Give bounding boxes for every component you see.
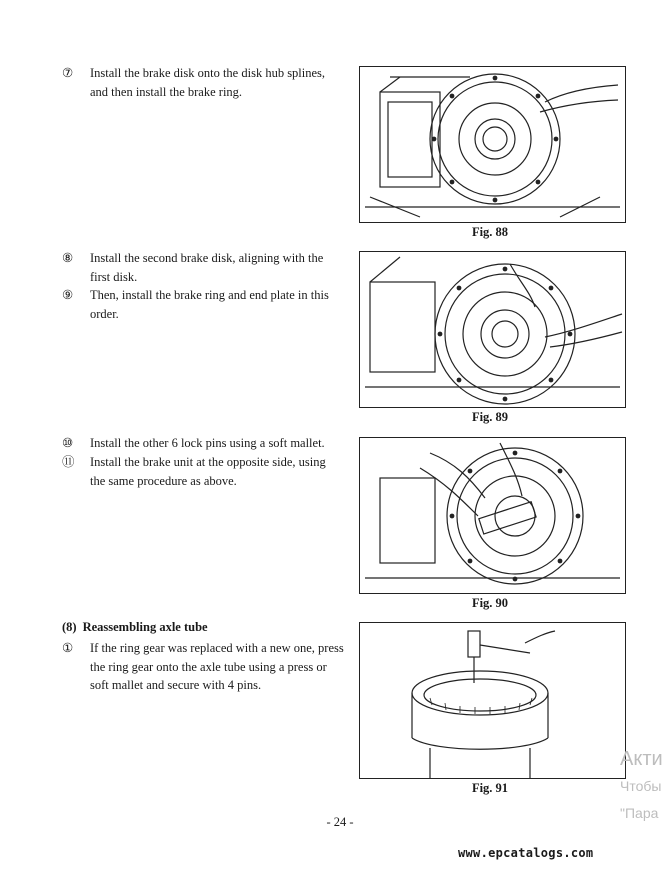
figure-caption: Fig. 89 [471, 410, 509, 424]
step-number: ① [62, 641, 74, 655]
section-heading [62, 620, 208, 635]
figure-88-illustration [359, 66, 626, 223]
step-text: Then, install the brake ring and end plate in this order. [90, 288, 329, 321]
section-title: Reassembling axle tube [82, 620, 208, 634]
figure-caption: Fig. 91 [471, 781, 509, 795]
section-number: (8) [62, 620, 77, 634]
step-number: ⑩ [62, 436, 74, 450]
activation-watermark: "Пара [620, 805, 659, 821]
step-text: If the ring gear was replaced with a new one, press the ring gear onto the axle tube using a press or soft mallet and secure with 4 pins. [90, 641, 344, 692]
step-text: Install the brake unit at the opposite side, using the same procedure as above. [90, 455, 326, 488]
step-number: ⑪ [62, 455, 75, 469]
figure-91-illustration [359, 622, 626, 779]
website-footer: www.epcatalogs.com [458, 846, 594, 860]
activation-watermark: Акти [620, 748, 663, 770]
step-7 [62, 64, 344, 101]
activation-watermark: Чтобы [620, 778, 662, 794]
step-text: Install the second brake disk, aligning with the first disk. [90, 251, 324, 284]
step-10 [62, 434, 344, 453]
figure-caption: Fig. 90 [471, 596, 509, 610]
figure-caption: Fig. 88 [471, 225, 509, 239]
step-text: Install the brake disk onto the disk hub splines, and then install the brake ring. [90, 66, 326, 99]
figure-89-illustration [359, 251, 626, 408]
step-11 [62, 453, 344, 490]
step-number: ⑧ [62, 251, 74, 265]
step-8 [62, 249, 344, 286]
step-9 [62, 286, 344, 323]
section-step-1 [62, 639, 344, 695]
step-text: Install the other 6 lock pins using a soft mallet. [90, 436, 325, 450]
step-number: ⑦ [62, 66, 74, 80]
step-number: ⑨ [62, 288, 74, 302]
page-number: - 24 - [326, 815, 354, 829]
figure-90-illustration [359, 437, 626, 594]
